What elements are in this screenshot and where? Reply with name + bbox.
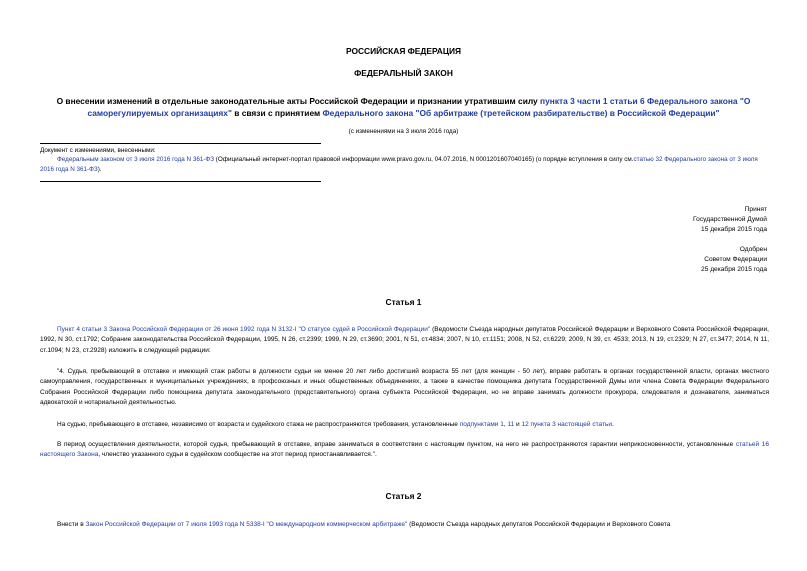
article1-link-subpara1[interactable]: подпунктами 1 bbox=[459, 421, 504, 428]
divider-top bbox=[40, 143, 321, 144]
adopted-line1: Принят bbox=[744, 206, 767, 213]
amendment-end-text: ). bbox=[97, 165, 102, 173]
article1-paragraph3 bbox=[40, 420, 769, 430]
amendment-link-361fz[interactable]: Федеральным законом от 3 июля 2016 года N 361-ФЗ bbox=[57, 156, 215, 164]
amendments-heading: Документ с изменениями, внесенными: bbox=[40, 147, 156, 154]
article1-paragraph1 bbox=[40, 325, 769, 356]
adopted-block bbox=[600, 205, 767, 235]
article1-link-article16[interactable]: статьей 16 настоящего Закона bbox=[40, 441, 769, 459]
amendment-source-text: (Официальный интернет-портал правовой информации www.pravo.gov.ru, 04.07.2016, N 0001201607040165) (о порядке вступления в силу см. bbox=[214, 156, 634, 164]
article1-p4-end: , членство указанного судьи в судейском сообществе на этот период приостанавливается.". bbox=[98, 451, 377, 459]
article2-link-arbitration-law[interactable]: Закон Российской Федерации от 7 июля 1993 года N 5338-I "О международном коммерческом арбитраже" bbox=[85, 521, 408, 528]
article1-quote: "4. Судья, пребывающий в отставке и имеющий стаж работы в должности судьи не менее 20 лет либо достигший возраста 55 лет (для женщин - 50 лет), вправе работать в органах государственной власти, органах местного самоуправления, государственных и муниципальных учреждениях, в профсоюзных и иных общественных объединениях, а также в качестве помощника депутата Государственной Думы или члена Совета Федерации Федерального Собрания Российской Федерации либо помощника депутата законодательного (представительного) органа субъекта Российской Федерации, но не вправе занимать должности прокурора, следователя и дознавателя, заниматься адвокатской и нотариальной деятельностью. bbox=[40, 368, 769, 406]
approved-block bbox=[600, 245, 767, 275]
article1-p1-text: (Ведомости Съезда народных депутатов Российской Федерации и Верховного Совета Российской Федерации, 1992, N 30, ст.1792; Собрание законодательства Российской Федерации, 1995, N 26, ст.2399; 1999, N 29, ст.3690; 2001, N 51, ст.4834; 2007, N 10, ст.1151; 2008, N 52, ст.6229; 2009, N 39, ст. 4533; 2013, N 19, ст.2329; N 27, ст.3477; 2014, N 11, ст.1094; N 23, ст.2928) изложить в следующей редакции: bbox=[40, 326, 769, 354]
amendment-link-article32[interactable]: статью 32 Федерального закона от 3 июля 2016 года N 361-ФЗ bbox=[40, 156, 758, 173]
title-text-part1: О внесении изменений в отдельные законодательные акты Российской Федерации и признании утратившим силу bbox=[56, 96, 541, 106]
article1-heading: Статья 1 bbox=[385, 297, 422, 307]
divider-bottom bbox=[40, 181, 321, 182]
article2-heading: Статья 2 bbox=[385, 491, 422, 501]
revision-note: (с изменениями на 3 июля 2016 года) bbox=[348, 128, 459, 135]
country-heading: РОССИЙСКАЯ ФЕДЕРАЦИЯ bbox=[345, 46, 462, 56]
article2-p1-rest: (Ведомости Съезда народных депутатов Российской Федерации и Верховного Совета bbox=[407, 521, 671, 528]
article1-link-subpara12[interactable]: 12 пункта 3 настоящей статьи bbox=[521, 421, 612, 428]
amendments-body bbox=[40, 155, 769, 174]
doc-type-heading: ФЕДЕРАЛЬНЫЙ ЗАКОН bbox=[354, 68, 453, 78]
article1-paragraph4 bbox=[40, 440, 769, 461]
amendments-note bbox=[40, 146, 769, 174]
adopted-line2: Государственной Думой bbox=[693, 216, 767, 223]
article1-p3-sep1: , bbox=[503, 421, 508, 428]
article1-p4-text: В период осуществления деятельности, которой судья, пребывающий в отставке, вправе заниматься в соответствии с настоящим пунктом, на него не распространяются гарантии неприкосновенности, установленные bbox=[57, 441, 736, 448]
article1-p3-end: . bbox=[611, 421, 614, 428]
article1-link-subpara11[interactable]: 11 bbox=[507, 421, 515, 428]
document-title bbox=[40, 96, 767, 119]
article1-link-judges-law[interactable]: Пункт 4 статьи 3 Закона Российской Федерации от 26 июня 1992 года N 3132-I "О статусе судей в Российской Федерации" bbox=[57, 326, 431, 333]
approved-line2: Советом Федерации bbox=[704, 256, 767, 263]
approved-line3: 25 декабря 2015 года bbox=[701, 266, 767, 273]
title-text-part2: в связи с принятием bbox=[231, 107, 323, 118]
title-link-sro-law[interactable]: пункта 3 части 1 статьи 6 Федерального закона "О саморегулируемых организациях" bbox=[87, 96, 751, 118]
article2-paragraph1 bbox=[40, 520, 769, 530]
approved-line1: Одобрен bbox=[739, 246, 767, 253]
article1-p3-sep2: и bbox=[514, 421, 522, 428]
article1-p3-text: На судью, пребывающего в отставке, независимо от возраста и судейского стажа не распространяются требования, установленные bbox=[57, 421, 460, 428]
article2-p1-text: Внести в bbox=[57, 521, 86, 528]
adopted-line3: 15 декабря 2015 года bbox=[701, 226, 767, 233]
title-link-arbitration-law[interactable]: Федерального закона "Об арбитраже (третейском разбирательстве) в Российской Федерации" bbox=[322, 107, 720, 118]
